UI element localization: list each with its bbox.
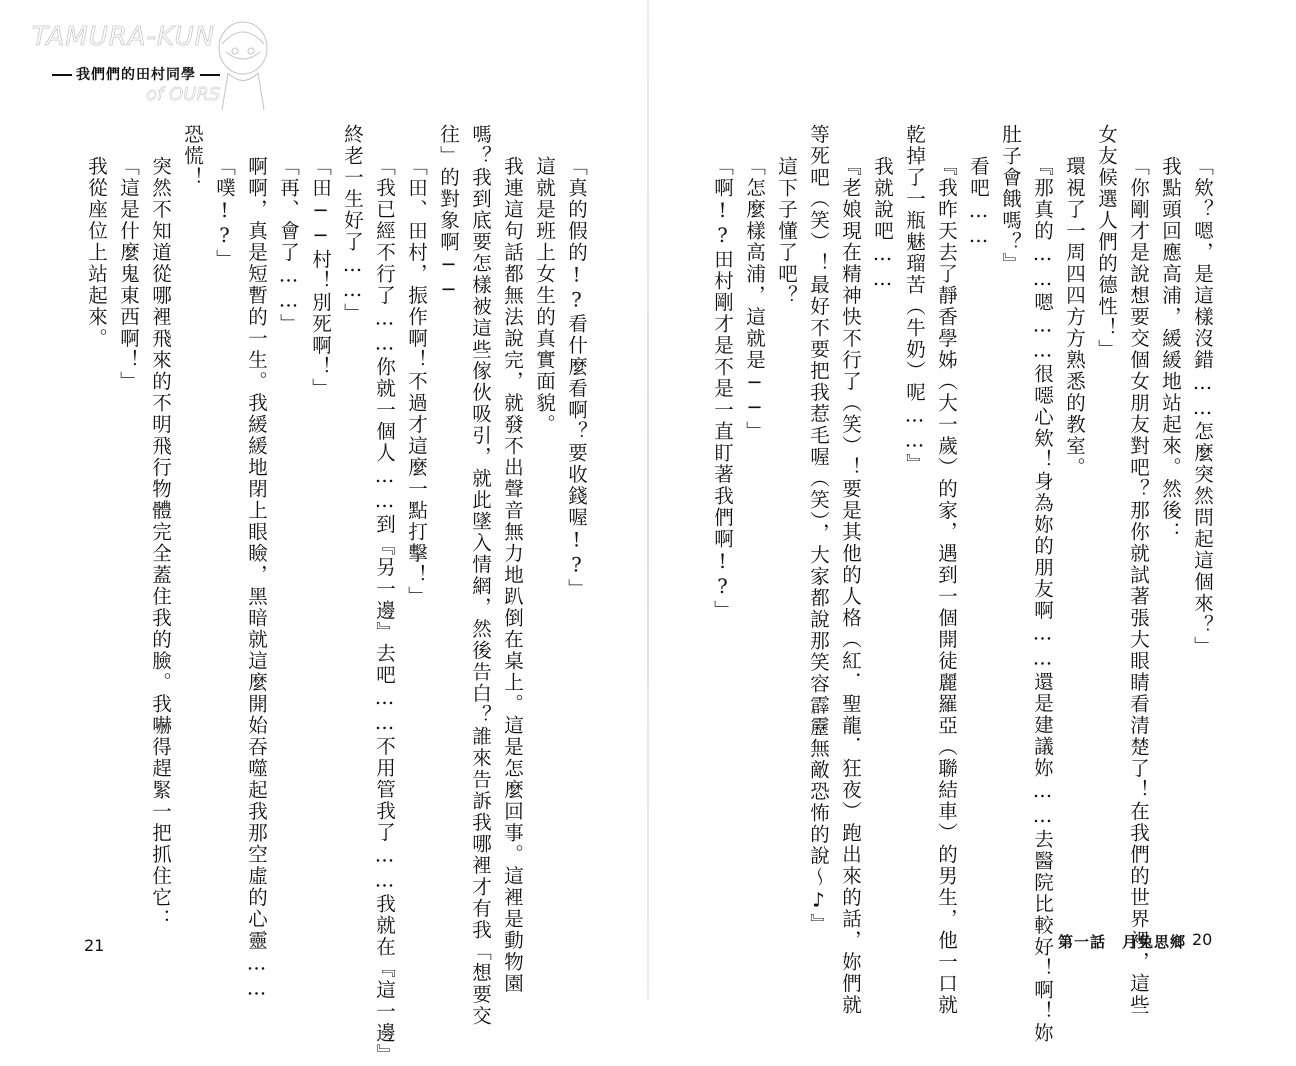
text-line: 終老一生好了……」 [341, 124, 364, 325]
text-line: 「田──村！別死啊！」 [309, 156, 332, 400]
text-line: 等死吧（笑）！最好不要把我惹毛喔（笑），大家都說那笑容霹靂無敵恐怖的說～♪』 [807, 124, 830, 935]
text-line: 肚子會餓嗎？』 [999, 124, 1022, 275]
page-number-left: 21 [84, 936, 105, 955]
text-line: 『那真的……嗯……很噁心欸！身為妳的朋友啊……還是建議妳……去醫院比較好！啊！妳 [1031, 156, 1054, 1044]
header-watermark-sub: of OURS [146, 84, 221, 105]
text-line: 往」的對象啊── [437, 124, 460, 303]
text-line: 我就說吧…… [871, 156, 894, 292]
text-line: 我點頭回應高浦，緩緩地站起來。然後： [1159, 156, 1182, 543]
text-line: 「真的假的!?看什麼看啊？要收錢喔!?」 [565, 156, 588, 600]
text-line: 「你剛才是說想要交個女朋友對吧？那你就試著張大眼睛看清楚了！在我們的世界裡，這些 [1127, 156, 1150, 1016]
text-line: 『老娘現在精神快不行了（笑）！要是其他的人格（紅．聖龍．狂夜）跑出來的話，妳們就 [839, 156, 862, 1016]
text-line: 「啊!?田村剛才是不是一直盯著我們啊!?」 [711, 156, 734, 622]
page-number-right: 20 [1192, 930, 1213, 949]
running-header [28, 18, 278, 113]
text-line: 我連這句話都無法說完，就發不出聲音無力地趴倒在桌上。這是怎麼回事。這裡是動物園 [501, 156, 524, 995]
text-line: 「欸？嗯，是這樣沒錯……怎麼突然問起這個來？」 [1191, 156, 1214, 658]
text-line: 「再、會了……」 [277, 156, 300, 335]
chapter-label: 第一話 月兔思鄉 [1058, 933, 1187, 951]
text-line: 這下子懂了吧？ [775, 156, 798, 307]
text-line: 女友候選人們的德性！」 [1095, 124, 1118, 361]
text-line: 「噗!?」 [213, 156, 236, 271]
text-line: 乾掉了一瓶魅瑠苦（牛奶）呢……』 [903, 124, 926, 475]
text-line: 看吧…… [967, 156, 990, 249]
series-title: 我們們的田村同學 [48, 64, 224, 84]
text-line: 突然不知道從哪裡飛來的不明飛行物體完全蓋住我的臉。我嚇得趕緊一把抓住它： [149, 156, 172, 930]
book-gutter [647, 0, 649, 1000]
text-line: 環視了一周四四方方熟悉的教室。 [1063, 156, 1086, 479]
text-line: 「這是什麼鬼東西啊！」 [117, 156, 140, 393]
character-sketch-icon [208, 18, 278, 113]
text-line: 「田、田村，振作啊！不過才這麼一點打擊！」 [405, 156, 428, 608]
header-watermark: TAMURA-KUN [32, 22, 216, 52]
text-line: 我從座位上站起來。 [85, 156, 108, 350]
text-line: 『我昨天去了靜香學姊（大一歲）的家，遇到一個開徒麗羅亞（聯結車）的男生，他一口就 [935, 156, 958, 1016]
text-line: 「怎麼樣高浦，這就是──」 [743, 156, 766, 443]
text-line: 這就是班上女生的真實面貌。 [533, 156, 556, 436]
text-line: 「我已經不行了……你就一個人……到『另一邊』去吧……不用管我了……我就在『這一邊』 [373, 156, 396, 1066]
text-line: 嗎？我到底要怎樣被這些傢伙吸引，就此墜入情網，然後告白？誰來告訴我哪裡才有我「想要交 [469, 124, 492, 1027]
text-line: 啊啊，真是短暫的一生。我緩緩地閉上眼瞼，黑暗就這麼開始吞噬起我那空虛的心靈…… [245, 156, 268, 1002]
text-line: 恐慌！ [181, 124, 204, 189]
